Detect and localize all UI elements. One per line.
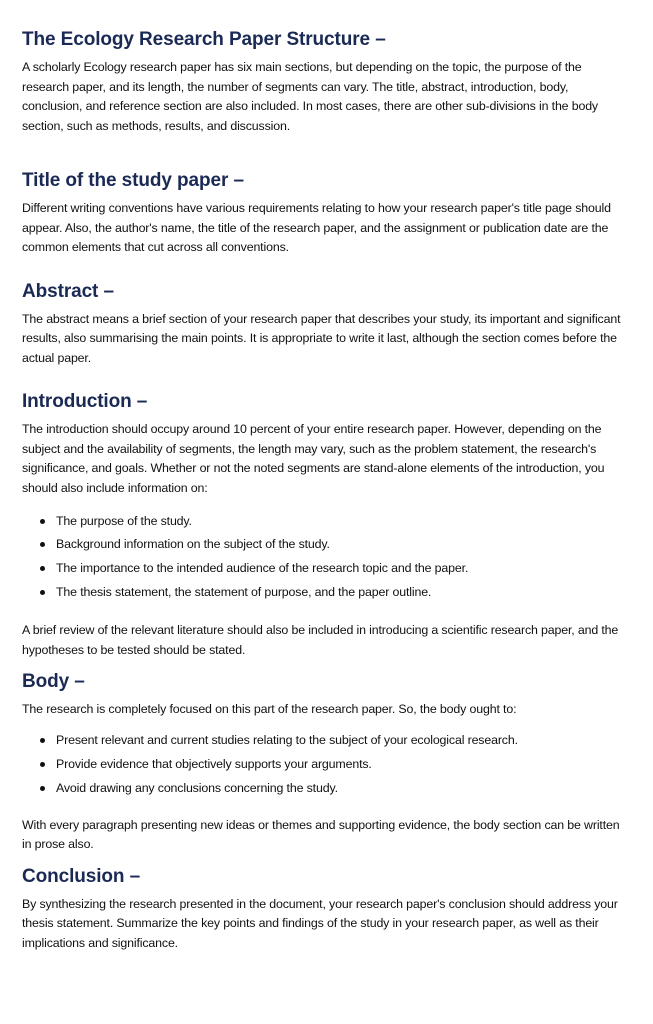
list-body (22, 732, 627, 797)
para-title: Different writing conventions have various requirements relating to how your research paper's title page should appear. Also, the author's name, the title of the research paper, and the assignment or publication date are the common elements that cut across all conventions. (22, 201, 611, 254)
list-item: The importance to the intended audience of the research topic and the paper. (22, 560, 627, 577)
heading-title: Title of the study paper – (22, 170, 244, 191)
para-conclusion: By synthesizing the research presented in the document, your research paper's conclusion should address your thesis statement. Summarize the key points and findings of the study in your research paper, as well as their implications and significance. (22, 896, 618, 950)
heading-introduction: Introduction – (22, 391, 148, 412)
para-structure: A scholarly Ecology research paper has six main sections, but depending on the topic, the purpose of the research paper, and its length, the number of segments can vary. The title, abstract, introduction, body, conclusion, and reference section are also included. In most cases, there are other sub-divisions in the body section, such as methods, results, and discussion. (22, 60, 598, 133)
para-body-2: With every paragraph presenting new ideas or themes and supporting evidence, the body section can be written in prose also. (22, 817, 620, 851)
para-body: The research is completely focused on this part of the research paper. So, the body ought to: (22, 702, 517, 716)
para-introduction: The introduction should occupy around 10 percent of your entire research paper. However, depending on the subject and the availability of segments, the length may vary, such as the problem statement, the research's significance, and goals. Whether or not the noted segments are stand-alone elements of the introduction, you should also include information on: (22, 422, 605, 495)
list-item: Provide evidence that objectively supports your arguments. (22, 756, 627, 773)
heading-structure: The Ecology Research Paper Structure – (22, 29, 386, 50)
heading-abstract: Abstract – (22, 280, 114, 302)
para-introduction-2: A brief review of the relevant literature should also be included in introducing a scientific research paper, and the hypotheses to be tested should be stated. (22, 623, 619, 657)
list-item: The thesis statement, the statement of purpose, and the paper outline. (22, 584, 627, 601)
para-abstract: The abstract means a brief section of your research paper that describes your study, its important and significant results, also summarising the main points. It is appropriate to write it last, although the section comes before the actual paper. (22, 311, 621, 365)
list-item: Background information on the subject of the study. (22, 536, 627, 553)
heading-body: Body – (22, 671, 85, 692)
article (22, 0, 627, 953)
list-introduction (22, 513, 627, 601)
list-item: The purpose of the study. (22, 513, 627, 530)
list-item: Avoid drawing any conclusions concerning the study. (22, 780, 627, 797)
heading-conclusion: Conclusion – (22, 865, 141, 887)
list-item: Present relevant and current studies relating to the subject of your ecological research. (22, 732, 556, 749)
